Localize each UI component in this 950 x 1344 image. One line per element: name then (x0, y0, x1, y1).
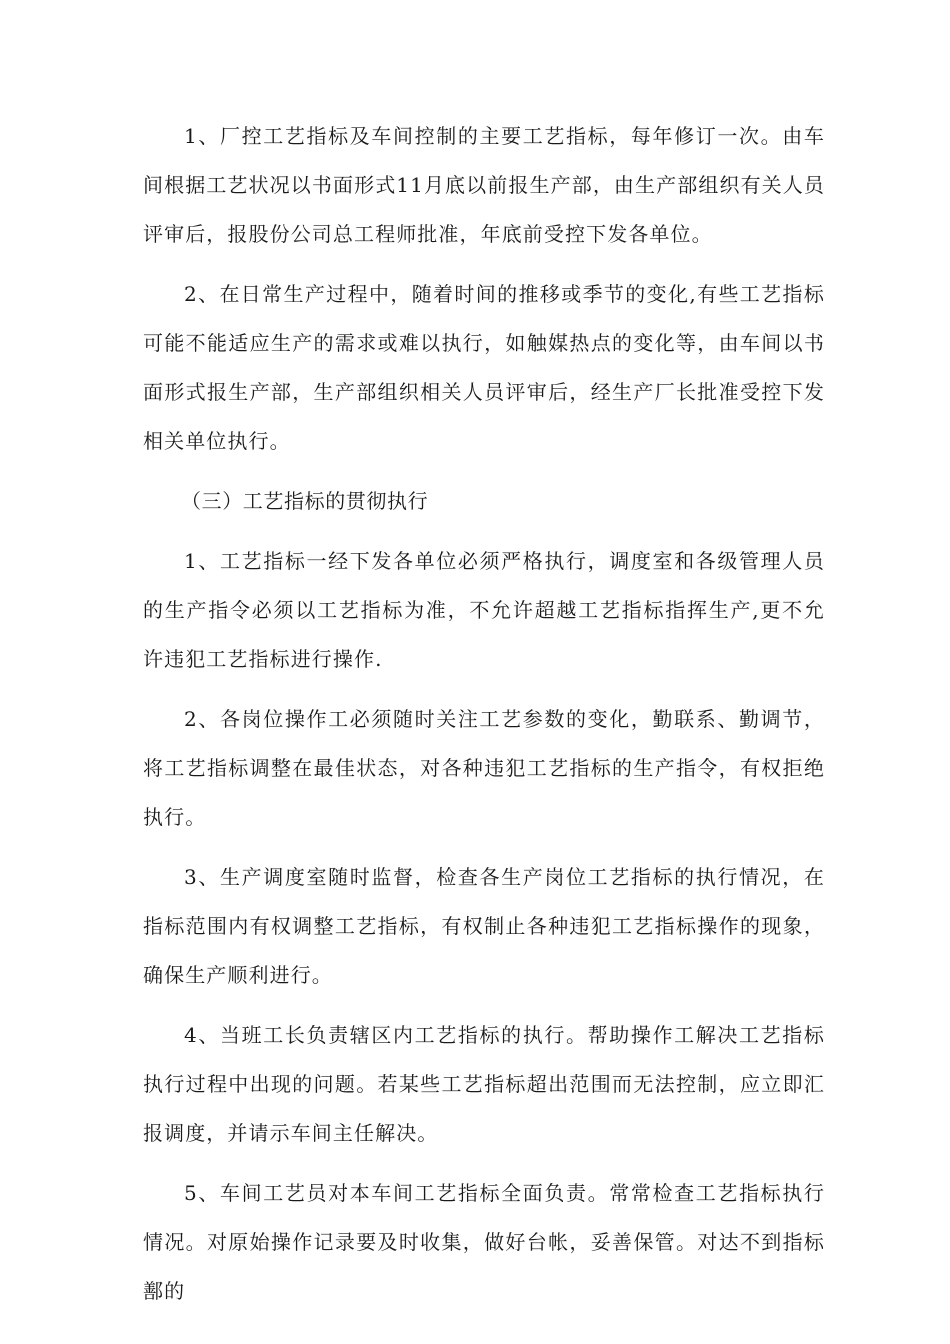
paragraph-1: 1、厂控工艺指标及车间控制的主要工艺指标，每年修订一次。由车间根据工艺状况以书面形式11月底以前报生产部，由生产部组织有关人员评审后，报股份公司总工程师批准，年底前受控下发各单位。 (143, 124, 825, 246)
paragraph-4: 2、各岗位操作工必须随时关注工艺参数的变化，勤联系、勤调节，将工艺指标调整在最佳状态，对各种违犯工艺指标的生产指令，有权拒绝执行。 (143, 707, 825, 829)
paragraph-2: 2、在日常生产过程中，随着时间的推移或季节的变化,有些工艺指标可能不能适应生产的需求或难以执行，如触媒热点的变化等，由车间以书面形式报生产部，生产部组织相关人员评审后，经生产厂长批准受控下发相关单位执行。 (143, 282, 825, 453)
paragraph-3: 1、工艺指标一经下发各单位必须严格执行，调度室和各级管理人员的生产指令必须以工艺指标为准，不允许超越工艺指标指挥生产,更不允许违犯工艺指标进行操作. (143, 549, 825, 671)
section-heading: （三）工艺指标的贯彻执行 (181, 489, 429, 513)
document-body (143, 112, 825, 1327)
paragraph-7: 5、车间工艺员对本车间工艺指标全面负责。常常检查工艺指标执行情况。对原始操作记录要及时收集，做好台帐，妥善保管。对达不到指标鄯的 (143, 1181, 825, 1303)
paragraph-6: 4、当班工长负责辖区内工艺指标的执行。帮助操作工解决工艺指标执行过程中出现的问题。若某些工艺指标超出范围而无法控制，应立即汇报调度，并请示车间主任解决。 (143, 1023, 825, 1145)
paragraph-5: 3、生产调度室随时监督，检查各生产岗位工艺指标的执行情况，在指标范围内有权调整工艺指标，有权制止各种违犯工艺指标操作的现象，确保生产顺利进行。 (143, 865, 825, 987)
